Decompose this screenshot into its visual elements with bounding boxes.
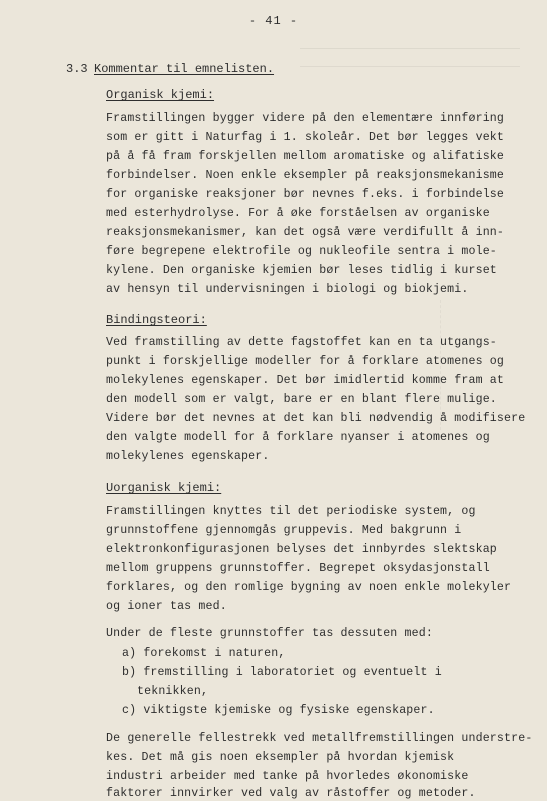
subheading-organisk-kjemi: Organisk kjemi:: [106, 88, 215, 102]
paragraph-line: grunnstoffene gjennomgås gruppevis. Med bakgrunn i: [106, 524, 462, 537]
paragraph-line: forklares, og den romlige bygning av noen enkle molekyler: [106, 581, 512, 594]
paragraph-line: punkt i forskjellige modeller for å forklare atomenes og: [106, 355, 505, 368]
paragraph-line: den modell som er valgt, bare er en blant flere mulige.: [106, 393, 497, 406]
paragraph-line: reaksjonsmekanismer, kan det også være verdifullt å inn-: [106, 226, 505, 239]
paragraph-line: på å få fram forskjellen mellom aromatiske og alifatiske: [106, 150, 505, 163]
list-item-continuation: teknikken,: [137, 685, 209, 698]
paragraph-line: De generelle fellestrekk ved metallfremstillingen understre-: [106, 732, 533, 745]
paragraph-line: av hensyn til undervisningen i biologi og biokjemi.: [106, 283, 469, 296]
paragraph-line: forbindelser. Noen enkle eksempler på reaksjonsmekanisme: [106, 169, 505, 182]
paragraph-line: Videre bør det nevnes at det kan bli nødvendig å modifisere: [106, 412, 526, 425]
list-item: c) viktigste kjemiske og fysiske egenskaper.: [122, 704, 435, 717]
section-number: 3.3: [66, 62, 88, 76]
paragraph-line: Ved framstilling av dette fagstoffet kan en ta utgangs-: [106, 336, 497, 349]
paragraph-line: kylene. Den organiske kjemien bør leses tidlig i kurset: [106, 264, 497, 277]
paragraph-line: kes. Det må gis noen eksempler på hvordan kjemisk: [106, 751, 455, 764]
paragraph-line: mellom gruppens grunnstoffer. Begrepet oksydasjonstall: [106, 562, 490, 575]
paragraph-line: Framstillingen bygger videre på den elementære innføring: [106, 112, 505, 125]
paragraph-line: den valgte modell for å forklare nyanser i atomenes og: [106, 431, 490, 444]
subheading-uorganisk-kjemi: Uorganisk kjemi:: [106, 481, 222, 495]
paragraph-line: med esterhydrolyse. For å øke forståelsen av organiske: [106, 207, 490, 220]
paragraph-line: som er gitt i Naturfag i 1. skoleår. Det bør legges vekt: [106, 131, 505, 144]
list-item: b) fremstilling i laboratoriet og eventuelt i: [122, 666, 442, 679]
section-title: Kommentar til emnelisten.: [94, 62, 275, 76]
subheading-bindingsteori: Bindingsteori:: [106, 313, 207, 327]
paragraph-line: industri arbeider med tanke på hvorledes økonomiske: [106, 770, 469, 783]
paragraph-line: molekylenes egenskaper. Det bør imidlertid komme fram at: [106, 374, 505, 387]
list-intro: Under de fleste grunnstoffer tas dessuten med:: [106, 627, 433, 640]
page-number: - 41 -: [248, 14, 299, 28]
paragraph-line: og ioner tas med.: [106, 600, 227, 613]
paragraph-line: Framstillingen knyttes til det periodiske system, og: [106, 505, 476, 518]
paragraph-line: faktorer innvirker ved valg av råstoffer og metoder.: [106, 787, 476, 800]
bleed-through-texture: [300, 48, 520, 59]
bleed-through-texture: [300, 66, 520, 77]
paragraph-line: molekylenes egenskaper.: [106, 450, 270, 463]
paragraph-line: føre begrepene elektrofile og nukleofile sentra i mole-: [106, 245, 497, 258]
paragraph-line: elektronkonfigurasjonen belyses det innbyrdes slektskap: [106, 543, 497, 556]
list-item: a) forekomst i naturen,: [122, 647, 286, 660]
paragraph-line: for organiske reaksjoner bør nevnes f.eks. i forbindelse: [106, 188, 505, 201]
